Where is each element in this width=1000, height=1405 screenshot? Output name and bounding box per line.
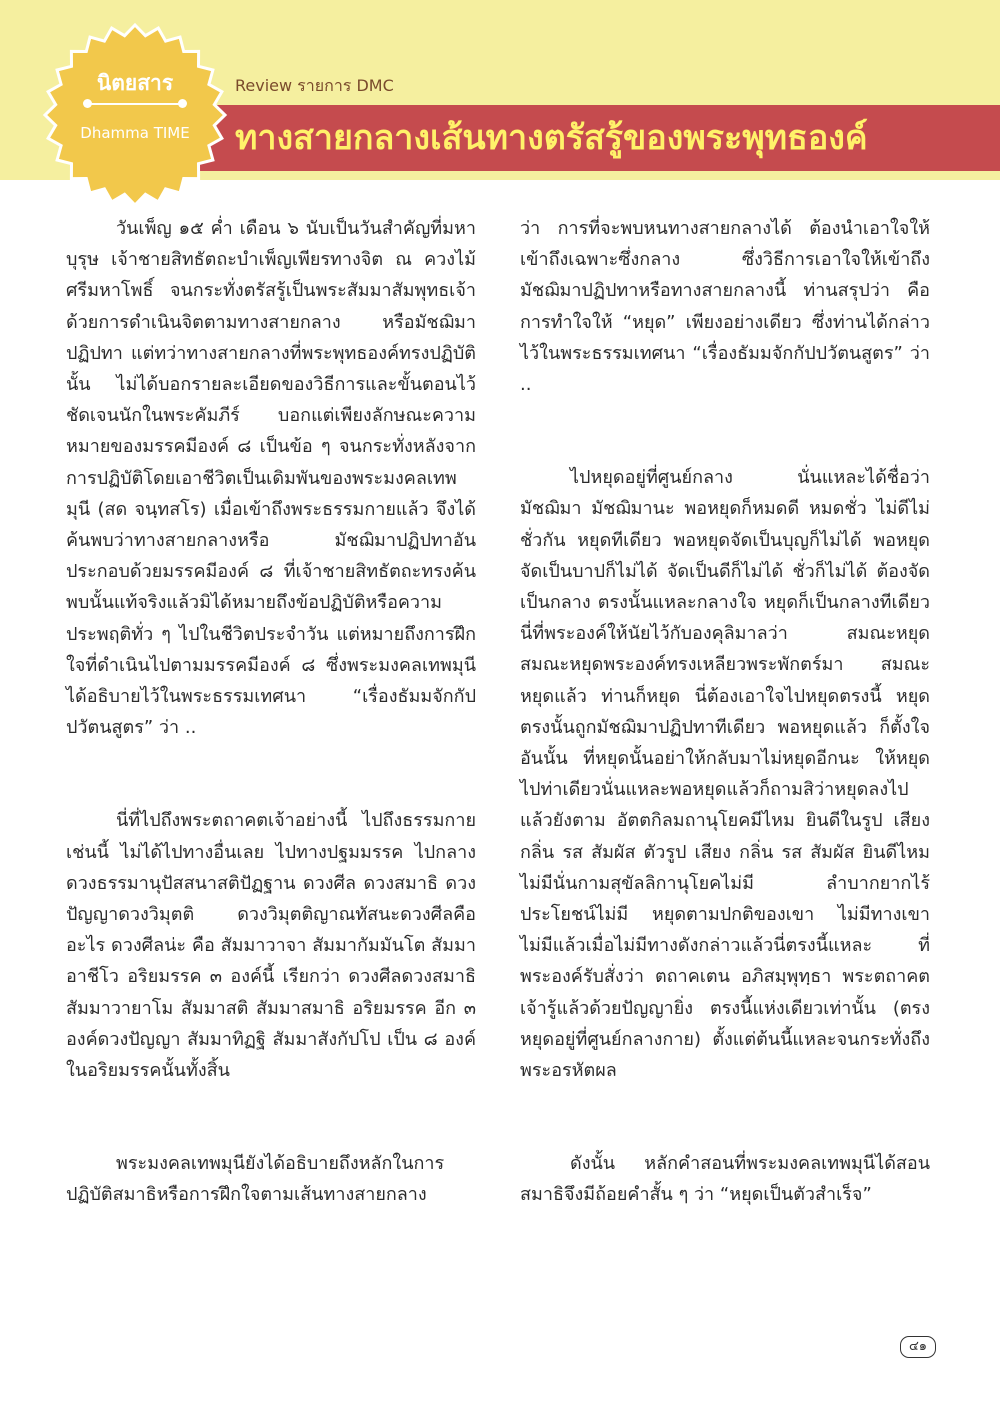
paragraph: ว่า การที่จะพบหนทางสายกลางได้ ต้องนำเอาใจให้เข้าถึงเฉพาะซึ่งกลาง ซึ่งวิธีการเอาใจให้เข้าถึงมัชฌิมาปฏิปทาหรือทางสายกลางนี้ ท่านสรุปว่า คือ การทำใจให้ “หยุด” เพียงอย่างเดียว ซึ่งท่านได้กล่าวไว้ในพระธรรมเทศนา “เรื่องธัมมจักกัปปวัตนสูตร” ว่า .. xyxy=(520,218,930,396)
left-column xyxy=(66,213,476,1211)
paragraph: ดังนั้น หลักคำสอนที่พระมงคลเทพมุนีได้สอนสมาธิจึงมีถ้อยคำสั้น ๆ ว่า “หยุดเป็นตัวสำเร็จ” xyxy=(520,1153,930,1206)
paragraph: ไปหยุดอยู่ที่ศูนย์กลาง นั่นแหละได้ชื่อว่ามัชฌิมา มัชฌิมานะ พอหยุดก็หมดดี หมดชั่ว ไม่ดีไม่ชั่วกัน หยุดทีเดียว พอหยุดจัดเป็นบุญก็ไม่ได้ พอหยุดจัดเป็นบาปก็ไม่ได้ จัดเป็นดีก็ไม่ได้ ชั่วก็ไม่ได้ ต้องจัดเป็นกลาง ตรงนั้นแหละกลางใจ หยุดก็เป็นกลางทีเดียว นี่ที่พระองค์ให้นัยไว้กับองคุลิมาลว่า สมณะหยุด สมณะหยุดพระองค์ทรงเหลียวพระพักตร์มา สมณะหยุดแล้ว ท่านก็หยุด นี่ต้องเอาใจไปหยุดตรงนี้ หยุดตรงนั้นถูกมัชฌิมาปฏิปทาทีเดียว พอหยุดแล้ว ก็ตั้งใจอันนั้น ที่หยุดนั้นอย่าให้กลับมาไม่หยุดอีกนะ ให้หยุดไปท่าเดียวนั่นแหละพอหยุดแล้วก็ถามสิว่าหยุดลงไปแล้วยังตาม อัตตกิลมถานุโยคมีไหม ยินดีในรูป เสียง กลิ่น รส สัมผัส ตัวรูป เสียง กลิ่น รส สัมผัส ยินดีไหม ไม่มีนั่นกามสุขัลลิกานุโยคไม่มี ลำบากยากไร้ประโยชน์ไม่มี หยุดตามปกติของเขา ไม่มีทางเขา ไม่มีแล้วเมื่อไม่มีทางดังกล่าวแล้วนี่ตรงนี้แหละ ที่พระองค์รับสั่งว่า ตถาคเตน อภิสมฺพุทฺธา พระตถาคตเจ้ารู้แล้วด้วยปัญญายิ่ง ตรงนี้แห่งเดียวเท่านั้น (ตรงหยุดอยู่ที่ศูนย์กลางกาย) ตั้งแต่ต้นนี้แหละจนกระทั่งถึงพระอรหัตผล xyxy=(520,467,930,1082)
badge-dot-right xyxy=(178,99,187,108)
page-number: ๔๑ xyxy=(900,1336,936,1358)
badge-divider xyxy=(88,103,182,105)
badge-title: นิตยสาร xyxy=(96,71,174,95)
paragraph: วันเพ็ญ ๑๕ ค่ำ เดือน ๖ นับเป็นวันสำคัญที่มหาบุรุษ เจ้าชายสิทธัตถะบำเพ็ญเพียรทางจิต ณ ควงไม้ศรีมหาโพธิ์ จนกระทั่งตรัสรู้เป็นพระสัมมาสัมพุทธเจ้าด้วยการดำเนินจิตตามทางสายกลาง หรือมัชฌิมาปฏิปทา แต่ทว่าทางสายกลางที่พระพุทธองค์ทรงปฏิบัตินั้น ไม่ได้บอกรายละเอียดของวิธีการและขั้นตอนไว้ชัดเจนนักในพระคัมภีร์ บอกแต่เพียงลักษณะความหมายของมรรคมีองค์ ๘ เป็นข้อ ๆ จนกระทั่งหลังจากการปฏิบัติโดยเอาชีวิตเป็นเดิมพันของพระมงคลเทพมุนี (สด จนฺทสโร) เมื่อเข้าถึงพระธรรมกายแล้ว จึงได้ค้นพบว่าทางสายกลางหรือ มัชฌิมาปฏิปทาอันประกอบด้วยมรรคมีองค์ ๘ ที่เจ้าชายสิทธัตถะทรงค้นพบนั้นแท้จริงแล้วมิได้หมายถึงข้อปฏิบัติหรือความประพฤติทั่ว ๆ ไปในชีวิตประจำวัน แต่หมายถึงการฝึกใจที่ดำเนินไปตามมรรคมีองค์ ๘ ซึ่งพระมงคลเทพมุนีได้อธิบายไว้ในพระธรรมเทศนา “เรื่องธัมมจักกัปปวัตนสูตร” ว่า .. xyxy=(66,218,476,739)
paragraph: พระมงคลเทพมุนียังได้อธิบายถึงหลักในการปฏิบัติสมาธิหรือการฝึกใจตามเส้นทางสายกลาง xyxy=(66,1153,445,1206)
review-label: Review รายการ DMC xyxy=(235,76,394,95)
right-column xyxy=(520,213,930,1211)
page-title: ทางสายกลางเส้นทางตรัสรู้ของพระพุทธองค์ xyxy=(235,118,868,158)
badge-dot-left xyxy=(83,99,92,108)
magazine-badge-icon xyxy=(40,20,230,210)
paragraph: นี่ที่ไปถึงพระตถาคตเจ้าอย่างนี้ ไปถึงธรรมกายเช่นนี้ ไม่ได้ไปทางอื่นเลย ไปทางปฐมมรรค ไปกลางดวงธรรมานุปัสสนาสติปัฏฐาน ดวงศีล ดวงสมาธิ ดวงปัญญาดวงวิมุตติ ดวงวิมุตติญาณทัสนะดวงศีลคืออะไร ดวงศีลน่ะ คือ สัมมาวาจา สัมมากัมมันโต สัมมาอาชีโว อริยมรรค ๓ องค์นี้ เรียกว่า ดวงศีลดวงสมาธิ สัมมาวายาโม สัมมาสติ สัมมาสมาธิ อริยมรรค อีก ๓ องค์ดวงปัญญา สัมมาทิฏฐิ สัมมาสังกัปโป เป็น ๘ องค์ ในอริยมรรคนั้นทั้งสิ้น xyxy=(66,810,476,1082)
badge-subtitle: Dhamma TIME xyxy=(80,124,190,142)
